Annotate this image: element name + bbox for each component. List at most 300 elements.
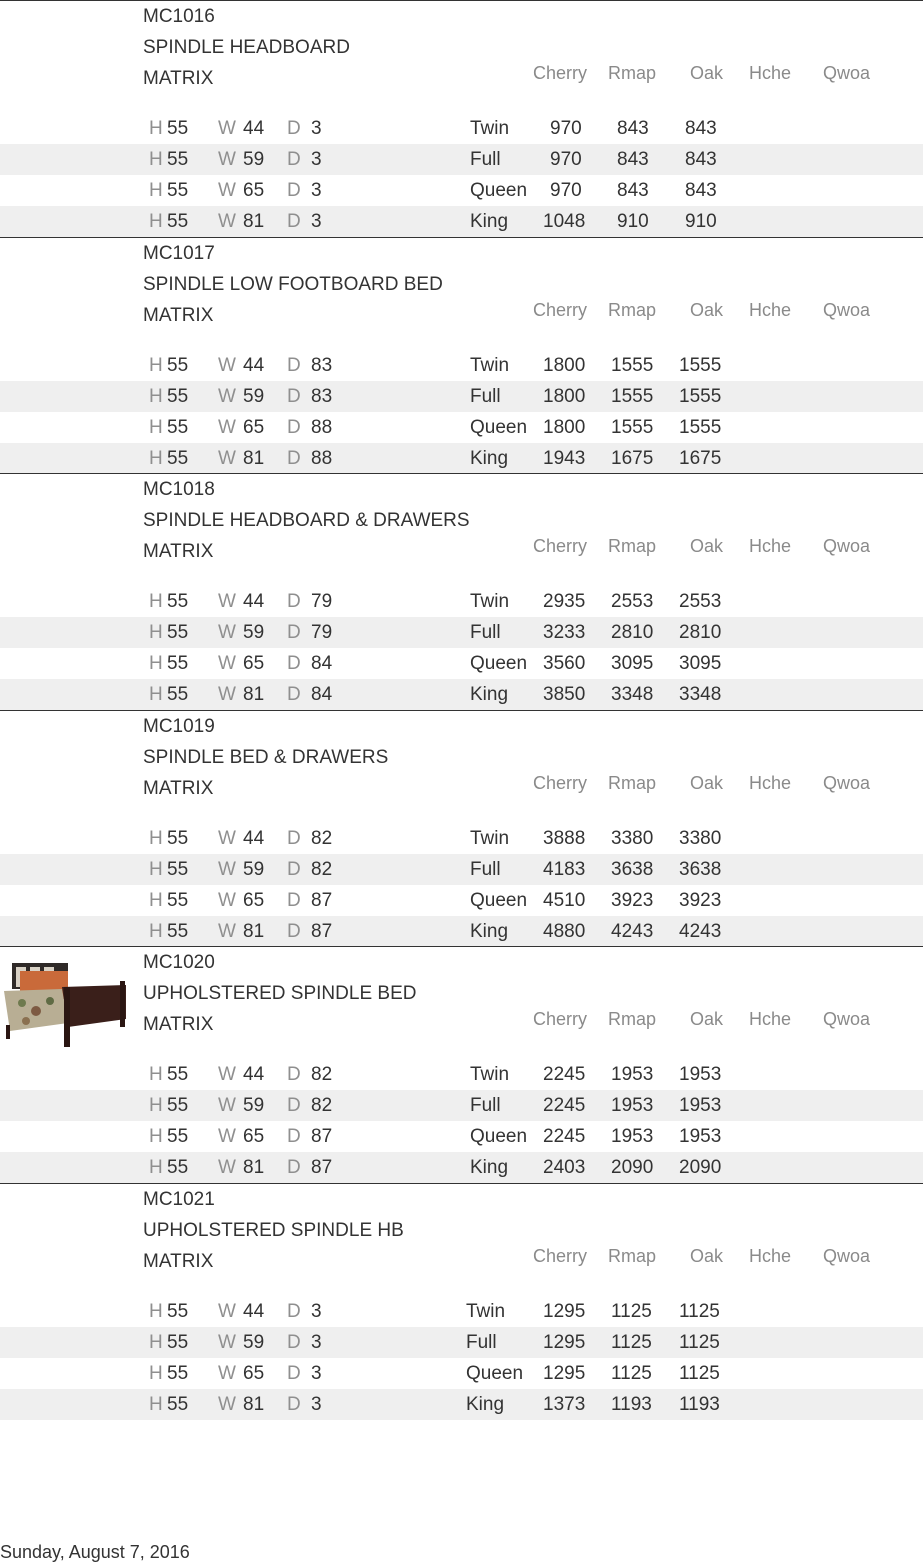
depth-value: 82	[311, 858, 333, 880]
width-label: W	[218, 653, 236, 674]
column-header: Qwoa	[823, 1245, 871, 1266]
product-code: MC1019	[143, 715, 215, 737]
width-label: W	[218, 1095, 236, 1116]
table-row	[0, 885, 923, 916]
price-oak: 1555	[679, 416, 722, 438]
product-name: SPINDLE HEADBOARD	[143, 37, 350, 58]
price-oak: 910	[685, 211, 717, 232]
price-cherry: 1800	[543, 354, 586, 376]
bed-size: Twin	[470, 1064, 510, 1085]
bed-size: Queen	[470, 653, 528, 674]
column-header: Cherry	[533, 1245, 588, 1266]
depth-label: D	[287, 1300, 301, 1322]
height-label: H	[149, 1393, 163, 1415]
product-section	[0, 946, 923, 1183]
price-cherry: 3560	[543, 653, 586, 674]
column-header: Cherry	[533, 536, 588, 556]
bed-size: Queen	[470, 180, 528, 201]
price-oak: 1953	[679, 1095, 722, 1116]
bed-size: Twin	[470, 354, 510, 376]
depth-label: D	[287, 653, 301, 674]
price-oak: 1125	[679, 1300, 720, 1322]
depth-value: 79	[311, 591, 333, 612]
product-name: UPHOLSTERED SPINDLE BED	[143, 983, 417, 1004]
price-oak: 843	[685, 149, 717, 170]
price-cherry: 3850	[543, 684, 586, 705]
bed-size: Full	[466, 1331, 497, 1353]
width-value: 44	[243, 354, 265, 376]
product-code: MC1020	[143, 952, 215, 973]
depth-value: 88	[311, 416, 333, 438]
height-label: H	[149, 1362, 163, 1384]
price-cherry: 970	[550, 149, 582, 170]
price-oak: 1125	[679, 1331, 720, 1353]
price-oak: 4243	[679, 920, 722, 942]
depth-label: D	[287, 1362, 301, 1384]
bed-size: Full	[470, 1095, 501, 1116]
price-rmap: 843	[617, 149, 649, 170]
bed-size: Full	[470, 149, 501, 170]
table-row	[0, 823, 923, 854]
width-label: W	[218, 1064, 236, 1085]
depth-label: D	[287, 211, 301, 232]
footer-date: Sunday, August 7, 2016	[0, 1542, 190, 1562]
bed-size: Queen	[466, 1362, 524, 1384]
bed-size: Queen	[470, 416, 528, 438]
table-row	[0, 144, 923, 175]
height-label: H	[149, 858, 163, 880]
price-rmap: 2553	[611, 591, 654, 612]
depth-value: 79	[311, 622, 333, 643]
price-cherry: 970	[550, 180, 582, 201]
product-section	[0, 710, 923, 947]
column-header: Oak	[690, 63, 724, 83]
column-header: Hche	[749, 299, 792, 320]
column-header: Cherry	[533, 299, 588, 320]
depth-value: 84	[311, 653, 333, 674]
bed-size: Full	[470, 858, 501, 880]
height-value: 55	[167, 1300, 189, 1322]
width-label: W	[218, 684, 236, 705]
price-oak: 1675	[679, 447, 722, 469]
upholstered-spindle-bed-image	[2, 961, 128, 1051]
table-row	[0, 1090, 923, 1121]
product-name: UPHOLSTERED SPINDLE HB	[143, 1219, 404, 1241]
height-label: H	[149, 889, 163, 911]
width-value: 81	[243, 447, 265, 469]
table-row	[0, 113, 923, 144]
width-label: W	[218, 180, 236, 201]
height-label: H	[149, 653, 163, 674]
table-row	[0, 617, 923, 648]
height-label: H	[149, 118, 163, 139]
width-value: 59	[243, 1331, 265, 1353]
depth-value: 3	[311, 1331, 322, 1353]
width-value: 59	[243, 149, 265, 170]
height-value: 55	[167, 1393, 189, 1415]
price-cherry: 970	[550, 118, 582, 139]
depth-label: D	[287, 118, 301, 139]
price-cherry: 2245	[543, 1095, 586, 1116]
width-label: W	[218, 354, 236, 376]
price-cherry: 3233	[543, 622, 586, 643]
column-header: Qwoa	[823, 299, 871, 320]
height-value: 55	[167, 1331, 189, 1353]
width-label: W	[218, 211, 236, 232]
height-value: 55	[167, 416, 189, 438]
column-header: Rmap	[608, 536, 657, 556]
column-header: Cherry	[533, 63, 588, 83]
depth-value: 3	[311, 1393, 322, 1415]
column-header: Hche	[749, 1009, 792, 1029]
price-cherry: 3888	[543, 827, 586, 849]
depth-value: 3	[311, 180, 322, 201]
product-section	[0, 0, 923, 237]
price-cherry: 2403	[543, 1157, 586, 1178]
height-value: 55	[167, 1362, 189, 1384]
product-section	[0, 473, 923, 710]
height-value: 55	[167, 1157, 189, 1178]
width-label: W	[218, 1126, 236, 1147]
column-header: Oak	[690, 536, 724, 556]
depth-value: 87	[311, 1126, 333, 1147]
price-cherry: 1048	[543, 211, 586, 232]
price-cherry: 4510	[543, 889, 586, 911]
height-value: 55	[167, 385, 189, 407]
depth-value: 3	[311, 149, 322, 170]
height-label: H	[149, 1331, 163, 1353]
price-oak: 3380	[679, 827, 722, 849]
price-rmap: 1675	[611, 447, 654, 469]
price-rmap: 3348	[611, 684, 654, 705]
width-value: 44	[243, 118, 265, 139]
depth-label: D	[287, 180, 301, 201]
price-cherry: 2935	[543, 591, 586, 612]
width-value: 44	[243, 1064, 265, 1085]
price-oak: 2090	[679, 1157, 722, 1178]
price-cherry: 2245	[543, 1126, 586, 1147]
height-value: 55	[167, 858, 189, 880]
depth-value: 3	[311, 118, 322, 139]
width-label: W	[218, 1331, 236, 1353]
height-label: H	[149, 180, 163, 201]
column-header: Oak	[690, 1009, 724, 1029]
size-rows	[0, 586, 923, 710]
price-rmap: 910	[617, 211, 649, 232]
product-series: MATRIX	[143, 541, 214, 562]
depth-value: 82	[311, 827, 333, 849]
height-label: H	[149, 591, 163, 612]
height-value: 55	[167, 889, 189, 911]
width-value: 44	[243, 827, 265, 849]
width-label: W	[218, 416, 236, 438]
column-header: Hche	[749, 63, 792, 83]
size-rows	[0, 1296, 923, 1420]
size-rows	[0, 113, 923, 237]
height-value: 55	[167, 354, 189, 376]
price-rmap: 3095	[611, 653, 654, 674]
price-oak: 3348	[679, 684, 722, 705]
width-value: 44	[243, 591, 265, 612]
price-oak: 1193	[679, 1393, 720, 1415]
price-rmap: 2810	[611, 622, 654, 643]
price-rmap: 3923	[611, 889, 654, 911]
table-row	[0, 1358, 923, 1389]
depth-label: D	[287, 416, 301, 438]
height-value: 55	[167, 118, 189, 139]
price-cherry: 1295	[543, 1331, 586, 1353]
bed-size: Twin	[470, 591, 510, 612]
width-label: W	[218, 149, 236, 170]
table-row	[0, 1121, 923, 1152]
height-value: 55	[167, 211, 189, 232]
depth-value: 87	[311, 889, 333, 911]
bed-size: King	[466, 1393, 505, 1415]
width-label: W	[218, 858, 236, 880]
height-value: 55	[167, 149, 189, 170]
width-label: W	[218, 591, 236, 612]
height-label: H	[149, 827, 163, 849]
height-label: H	[149, 354, 163, 376]
column-header: Qwoa	[823, 536, 871, 556]
table-row	[0, 206, 923, 237]
width-label: W	[218, 889, 236, 911]
price-rmap: 1953	[611, 1064, 654, 1085]
depth-label: D	[287, 622, 301, 643]
depth-label: D	[287, 591, 301, 612]
column-header: Oak	[690, 1245, 724, 1266]
column-header: Hche	[749, 772, 792, 793]
depth-value: 82	[311, 1064, 333, 1085]
table-row	[0, 854, 923, 885]
width-label: W	[218, 1393, 236, 1415]
price-cherry: 1800	[543, 416, 586, 438]
height-value: 55	[167, 447, 189, 469]
depth-label: D	[287, 385, 301, 407]
price-rmap: 1555	[611, 354, 654, 376]
table-row	[0, 1059, 923, 1090]
width-value: 65	[243, 180, 265, 201]
price-rmap: 843	[617, 180, 649, 201]
depth-label: D	[287, 1064, 301, 1085]
price-cherry: 1295	[543, 1300, 586, 1322]
height-value: 55	[167, 1064, 189, 1085]
depth-label: D	[287, 149, 301, 170]
product-section	[0, 237, 923, 474]
width-value: 81	[243, 211, 265, 232]
width-value: 65	[243, 1362, 265, 1384]
bed-size: King	[470, 684, 509, 705]
width-value: 59	[243, 385, 265, 407]
height-value: 55	[167, 920, 189, 942]
bed-size: King	[470, 447, 509, 469]
table-row	[0, 381, 923, 412]
table-row	[0, 916, 923, 947]
width-label: W	[218, 118, 236, 139]
price-oak: 1953	[679, 1126, 722, 1147]
table-row	[0, 679, 923, 710]
product-code: MC1021	[143, 1188, 215, 1210]
table-row	[0, 1152, 923, 1183]
width-value: 65	[243, 889, 265, 911]
product-name: SPINDLE BED & DRAWERS	[143, 746, 389, 768]
column-header: Oak	[690, 772, 724, 793]
table-row	[0, 350, 923, 381]
price-rmap: 1953	[611, 1095, 654, 1116]
product-code: MC1016	[143, 6, 215, 27]
height-label: H	[149, 1300, 163, 1322]
size-rows	[0, 823, 923, 947]
depth-value: 84	[311, 684, 333, 705]
height-label: H	[149, 1157, 163, 1178]
depth-label: D	[287, 1393, 301, 1415]
price-rmap: 1193	[611, 1393, 652, 1415]
depth-label: D	[287, 1095, 301, 1116]
price-oak: 1953	[679, 1064, 722, 1085]
height-label: H	[149, 416, 163, 438]
width-value: 81	[243, 920, 265, 942]
price-rmap: 1555	[611, 385, 654, 407]
width-value: 65	[243, 1126, 265, 1147]
price-rmap: 843	[617, 118, 649, 139]
price-cherry: 1295	[543, 1362, 586, 1384]
height-value: 55	[167, 180, 189, 201]
product-series: MATRIX	[143, 777, 214, 799]
depth-value: 3	[311, 1362, 322, 1384]
price-cherry: 2245	[543, 1064, 586, 1085]
product-name: SPINDLE LOW FOOTBOARD BED	[143, 273, 443, 295]
width-label: W	[218, 622, 236, 643]
width-value: 59	[243, 1095, 265, 1116]
price-oak: 3923	[679, 889, 722, 911]
column-header: Qwoa	[823, 772, 871, 793]
column-header: Cherry	[533, 772, 588, 793]
height-label: H	[149, 1064, 163, 1085]
height-label: H	[149, 385, 163, 407]
bed-size: Queen	[470, 889, 528, 911]
column-header: Hche	[749, 1245, 792, 1266]
size-rows	[0, 350, 923, 474]
depth-label: D	[287, 827, 301, 849]
table-row	[0, 648, 923, 679]
depth-value: 3	[311, 1300, 322, 1322]
column-header: Hche	[749, 536, 792, 556]
price-rmap: 2090	[611, 1157, 654, 1178]
column-header: Rmap	[608, 63, 657, 83]
depth-label: D	[287, 1331, 301, 1353]
width-value: 59	[243, 858, 265, 880]
depth-value: 88	[311, 447, 333, 469]
depth-value: 83	[311, 385, 333, 407]
depth-label: D	[287, 858, 301, 880]
price-oak: 2810	[679, 622, 722, 643]
width-label: W	[218, 447, 236, 469]
depth-value: 82	[311, 1095, 333, 1116]
price-cherry: 1800	[543, 385, 586, 407]
product-series: MATRIX	[143, 1014, 214, 1035]
price-oak: 3095	[679, 653, 722, 674]
price-rmap: 4243	[611, 920, 654, 942]
width-value: 81	[243, 684, 265, 705]
column-header: Rmap	[608, 1245, 657, 1266]
price-oak: 1555	[679, 354, 722, 376]
bed-size: King	[470, 211, 509, 232]
column-header: Rmap	[608, 1009, 657, 1029]
depth-label: D	[287, 889, 301, 911]
price-cherry: 1943	[543, 447, 586, 469]
depth-label: D	[287, 1126, 301, 1147]
depth-value: 83	[311, 354, 333, 376]
depth-label: D	[287, 1157, 301, 1178]
height-label: H	[149, 447, 163, 469]
bed-size: King	[470, 920, 509, 942]
column-header: Rmap	[608, 299, 657, 320]
column-header: Qwoa	[823, 63, 871, 83]
width-value: 65	[243, 653, 265, 674]
depth-label: D	[287, 684, 301, 705]
price-oak: 1555	[679, 385, 722, 407]
size-rows	[0, 1059, 923, 1183]
bed-size: Twin	[466, 1300, 506, 1322]
height-label: H	[149, 211, 163, 232]
price-rmap: 1953	[611, 1126, 654, 1147]
bed-size: Queen	[470, 1126, 528, 1147]
product-series: MATRIX	[143, 68, 214, 89]
height-label: H	[149, 1126, 163, 1147]
price-cherry: 4880	[543, 920, 586, 942]
height-value: 55	[167, 1095, 189, 1116]
width-value: 81	[243, 1393, 265, 1415]
table-row	[0, 1389, 923, 1420]
width-value: 65	[243, 416, 265, 438]
width-value: 44	[243, 1300, 265, 1322]
product-name: SPINDLE HEADBOARD & DRAWERS	[143, 510, 470, 531]
width-label: W	[218, 1300, 236, 1322]
price-rmap: 3638	[611, 858, 654, 880]
table-row	[0, 175, 923, 206]
price-cherry: 4183	[543, 858, 586, 880]
price-cherry: 1373	[543, 1393, 586, 1415]
bed-size: Twin	[470, 118, 510, 139]
product-section	[0, 1183, 923, 1420]
price-oak: 2553	[679, 591, 722, 612]
width-value: 81	[243, 1157, 265, 1178]
depth-label: D	[287, 354, 301, 376]
column-header: Oak	[690, 299, 724, 320]
table-row	[0, 1327, 923, 1358]
depth-label: D	[287, 447, 301, 469]
height-value: 55	[167, 653, 189, 674]
height-label: H	[149, 622, 163, 643]
height-value: 55	[167, 1126, 189, 1147]
price-rmap: 1125	[611, 1362, 652, 1384]
width-label: W	[218, 385, 236, 407]
table-row	[0, 412, 923, 443]
bed-size: Full	[470, 622, 501, 643]
price-rmap: 1125	[611, 1331, 652, 1353]
width-label: W	[218, 1157, 236, 1178]
price-oak: 3638	[679, 858, 722, 880]
product-series: MATRIX	[143, 304, 214, 326]
bed-size: Full	[470, 385, 501, 407]
price-rmap: 3380	[611, 827, 654, 849]
column-header: Cherry	[533, 1009, 588, 1029]
depth-value: 87	[311, 920, 333, 942]
price-oak: 843	[685, 118, 717, 139]
width-label: W	[218, 827, 236, 849]
price-rmap: 1555	[611, 416, 654, 438]
height-value: 55	[167, 827, 189, 849]
